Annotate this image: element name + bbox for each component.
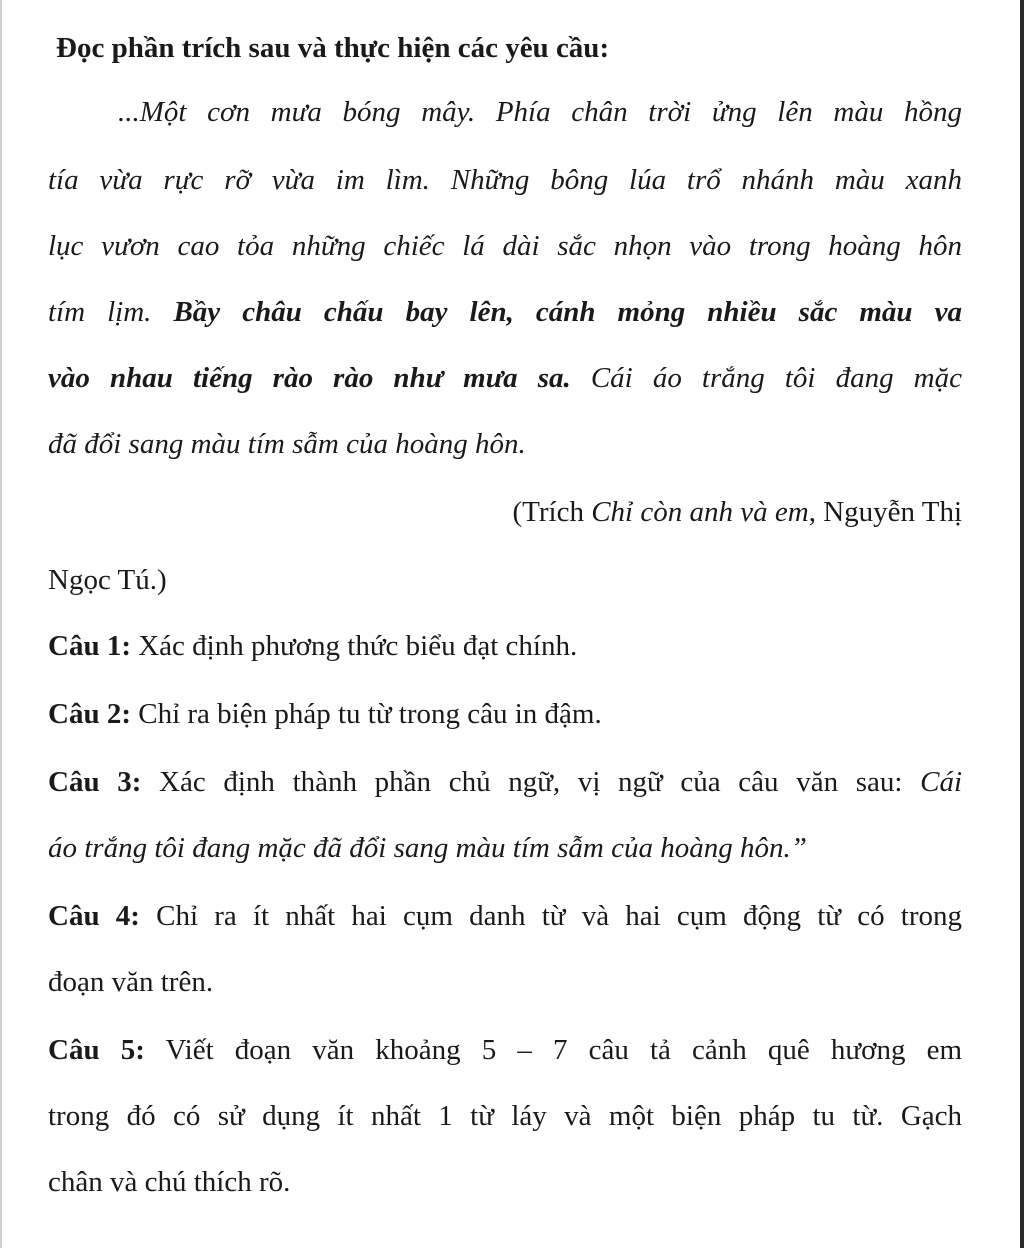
question-label: Câu 4: <box>48 900 140 932</box>
source-title: Chỉ còn anh và em <box>591 496 809 528</box>
passage-line-6 <box>48 426 962 462</box>
passage-line-1 <box>118 94 962 130</box>
question-4-line-1 <box>48 898 962 934</box>
question-text: Xác định thành phần chủ ngữ, vị ngữ của câu văn sau: <box>141 766 921 798</box>
question-label: Câu 5: <box>48 1034 145 1066</box>
heading <box>56 30 970 66</box>
passage-line-2 <box>48 162 962 198</box>
source-author-end: Ngọc Tú.) <box>48 564 167 596</box>
passage-line-3 <box>48 228 962 264</box>
question-text: Viết đoạn văn khoảng 5 – 7 câu tả cảnh quê hương em <box>144 1034 963 1066</box>
question-label: Câu 3: <box>48 766 142 798</box>
question-quote: Cái <box>920 766 963 798</box>
question-5-line-2 <box>48 1098 962 1134</box>
question-5-line-3 <box>48 1164 962 1200</box>
passage-line-5 <box>48 360 962 396</box>
passage-text: tía vừa rực rỡ vừa im lìm. Những bông lúa trổ nhánh màu xanh <box>48 164 962 196</box>
source-prefix: (Trích <box>512 496 592 528</box>
source-line-1 <box>48 494 962 530</box>
question-text: chân và chú thích rõ. <box>48 1166 291 1198</box>
heading-text: Đọc phần trích sau và thực hiện các yêu cầu: <box>56 32 610 64</box>
question-text: trong đó có sử dụng ít nhất 1 từ láy và một biện pháp tu từ. Gạch <box>48 1100 962 1132</box>
passage-text: ...Một cơn mưa bóng mây. Phía chân trời ửng lên màu hồng <box>118 96 962 128</box>
passage-text: tím lịm. <box>48 296 174 328</box>
passage-text: Cái áo trắng tôi đang mặc <box>570 362 962 394</box>
question-4-line-2 <box>48 964 962 1000</box>
question-3-line-2 <box>48 830 962 866</box>
source-line-2 <box>48 562 962 598</box>
question-label: Câu 1: <box>48 630 131 662</box>
question-3-line-1 <box>48 764 962 800</box>
question-text: đoạn văn trên. <box>48 966 214 998</box>
passage-line-4 <box>48 294 962 330</box>
question-label: Câu 2: <box>48 698 131 730</box>
question-1 <box>48 628 962 664</box>
bold-sentence: Bầy châu chấu bay lên, cánh mỏng nhiều sắc màu va <box>173 296 962 328</box>
question-text: Chỉ ra ít nhất hai cụm danh từ và hai cụm động từ có trong <box>139 900 962 932</box>
question-quote: áo trắng tôi đang mặc đã đổi sang màu tím sẫm của hoàng hôn.” <box>48 832 807 864</box>
question-5-line-1 <box>48 1032 962 1068</box>
passage-text: đã đổi sang màu tím sẫm của hoàng hôn. <box>48 428 526 460</box>
question-text: Chỉ ra biện pháp tu từ trong câu in đậm. <box>130 698 602 730</box>
bold-sentence: vào nhau tiếng rào rào như mưa sa. <box>48 362 571 394</box>
question-text: Xác định phương thức biểu đạt chính. <box>130 630 578 662</box>
source-suffix: , Nguyễn Thị <box>808 496 962 528</box>
passage-text: lục vươn cao tỏa những chiếc lá dài sắc nhọn vào trong hoàng hôn <box>48 230 962 262</box>
question-2 <box>48 696 962 732</box>
